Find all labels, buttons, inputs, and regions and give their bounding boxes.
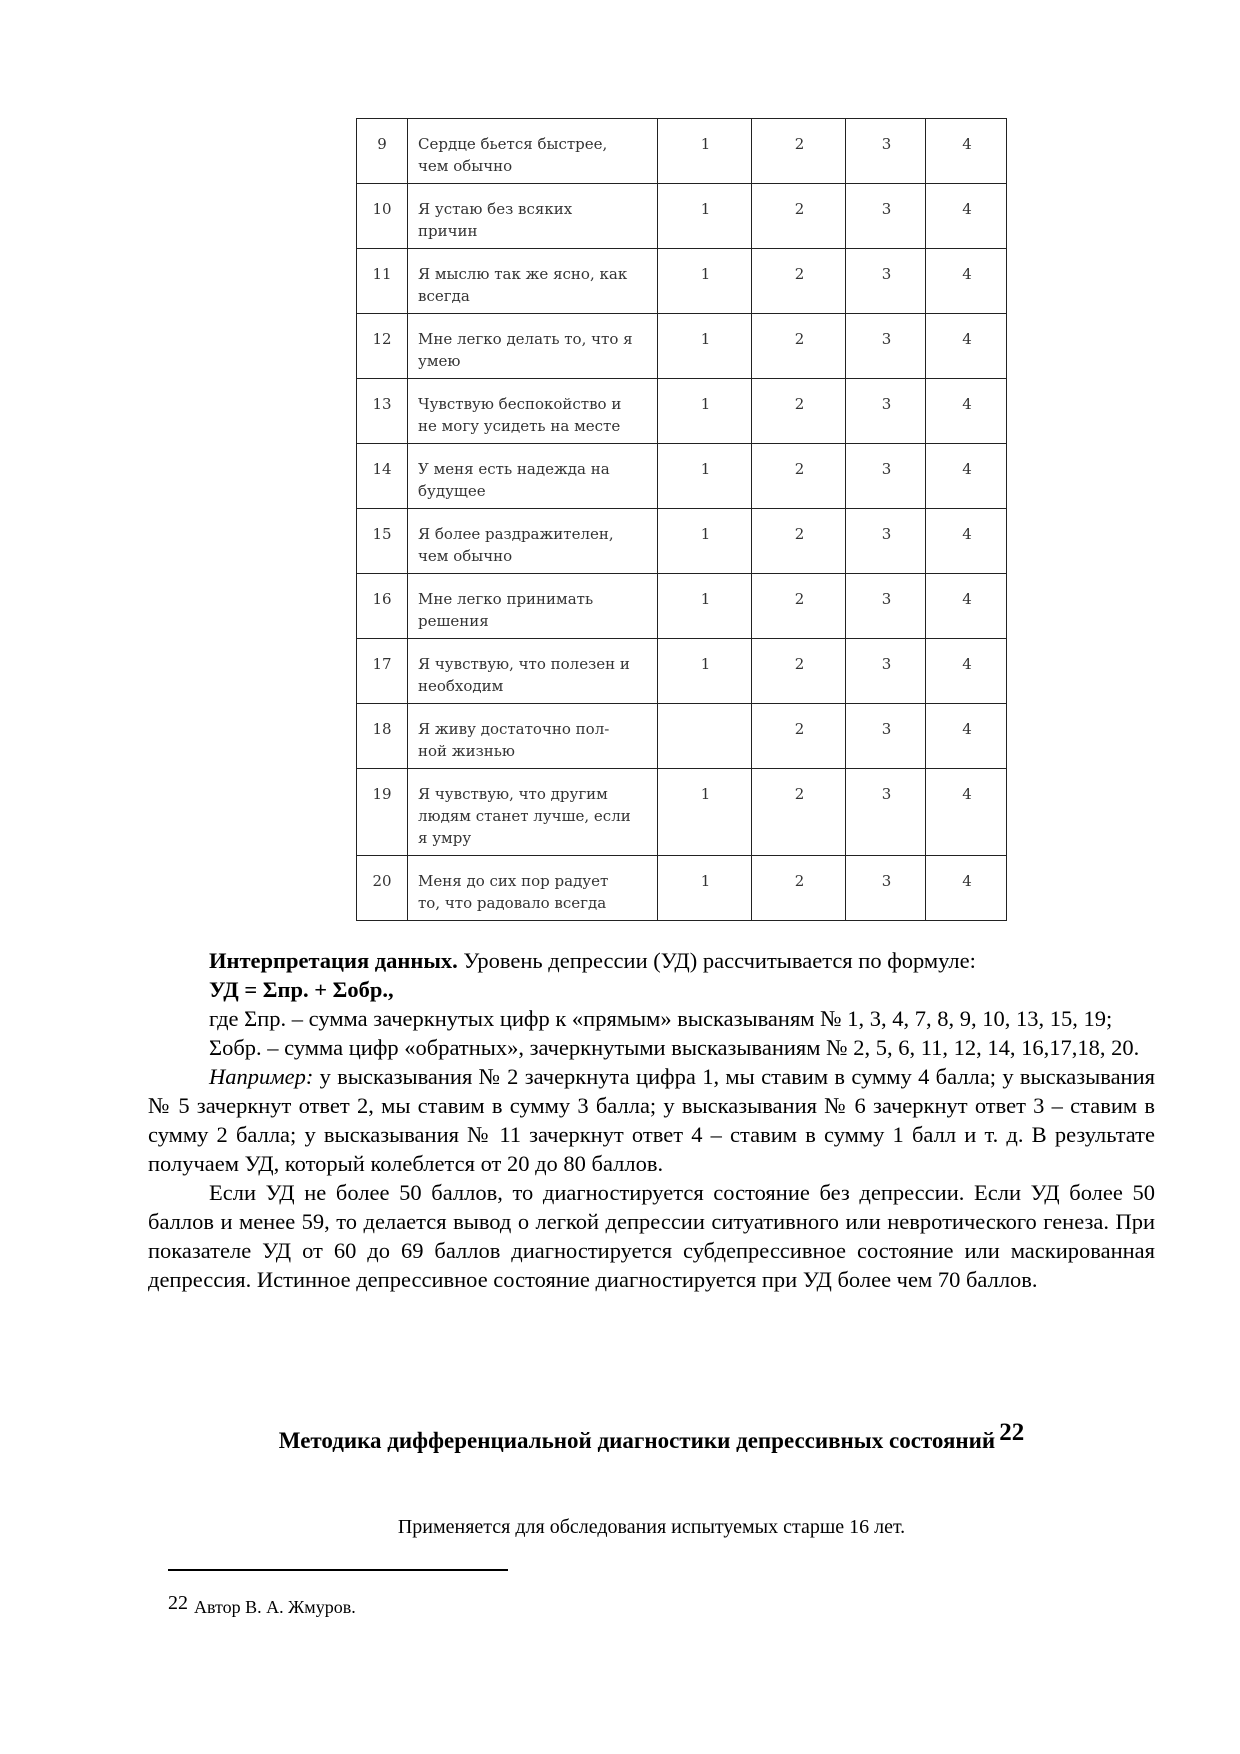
option-2: 2 [752,444,846,509]
statement-number: 12 [357,314,408,379]
statement-text: Я живу достаточно пол- ной жизнью [408,704,658,769]
option-3: 3 [846,704,926,769]
statement-text: У меня есть надежда на будущее [408,444,658,509]
table-row [357,704,1007,769]
option-2: 2 [752,249,846,314]
table-row [357,184,1007,249]
option-4: 4 [926,769,1007,856]
section-title [148,1418,1155,1456]
statement-text: Мне легко делать то, что я умею [408,314,658,379]
statement-number: 14 [357,444,408,509]
option-3: 3 [846,249,926,314]
interpretation-block [148,946,1155,1294]
option-2: 2 [752,639,846,704]
table-row [357,574,1007,639]
table-row [357,119,1007,184]
statement-text: Я устаю без всяких причин [408,184,658,249]
option-2: 2 [752,509,846,574]
example-text: у высказывания № 2 зачеркнута цифра 1, мы ставим в сумму 4 балла; у высказывания № 5 зачеркнут ответ 2, мы ставим в сумму 3 балла; у высказывания № 6 зачеркнут ответ 3 – ставим в сумму 2 балла; у высказывания № 11 зачеркнут ответ 4 – ставим в сумму 1 балл и т. д. В результате получаем УД, который колеблется от 20 до 80 баллов. [148,1064,1155,1176]
statement-number: 19 [357,769,408,856]
statement-number: 9 [357,119,408,184]
option-3: 3 [846,574,926,639]
formula: УД = Σпр. + Σобр., [209,977,394,1002]
option-2: 2 [752,314,846,379]
section-title-text: Методика дифференциальной диагностики депрессивных состояний [278,1428,996,1453]
table-row [357,769,1007,856]
statement-text: Я чувствую, что другим людям станет лучше, если я умру [408,769,658,856]
interpretation-heading: Интерпретация данных. [209,948,458,973]
table-row [357,249,1007,314]
option-4: 4 [926,856,1007,921]
option-2: 2 [752,119,846,184]
option-4: 4 [926,379,1007,444]
option-3: 3 [846,509,926,574]
option-2: 2 [752,184,846,249]
footnote-reference: 22 [999,1419,1025,1446]
option-2: 2 [752,856,846,921]
option-2: 2 [752,379,846,444]
statement-text: Меня до сих пор радует то, что радовало всегда [408,856,658,921]
statement-text: Я мыслю так же ясно, как всегда [408,249,658,314]
option-1: 1 [658,769,752,856]
statement-number: 20 [357,856,408,921]
questionnaire-table [356,118,1007,921]
interpretation-intro: Уровень депрессии (УД) рассчитывается по формуле: [457,948,976,973]
option-1: 1 [658,574,752,639]
reverse-statements-text: Σобр. – сумма цифр «обратных», зачеркнутыми высказываниям № 2, 5, 6, 11, 12, 14, 16,17,18, 20. [209,1035,1140,1060]
option-2: 2 [752,704,846,769]
option-1: 1 [658,444,752,509]
option-3: 3 [846,119,926,184]
option-4: 4 [926,574,1007,639]
footnote-mark: 22 [168,1592,188,1614]
option-4: 4 [926,119,1007,184]
option-3: 3 [846,444,926,509]
option-1: 1 [658,184,752,249]
option-3: 3 [846,184,926,249]
option-2: 2 [752,769,846,856]
statement-number: 13 [357,379,408,444]
example-paragraph [148,1062,1155,1178]
option-1: 1 [658,639,752,704]
footnote [168,1591,356,1619]
table-row [357,314,1007,379]
interpretation-paragraph [148,946,1155,975]
option-4: 4 [926,639,1007,704]
option-3: 3 [846,769,926,856]
table-row [357,444,1007,509]
statement-number: 16 [357,574,408,639]
option-3: 3 [846,379,926,444]
footnote-text: Автор В. А. Жмуров. [194,1597,356,1617]
option-4: 4 [926,444,1007,509]
section-subtitle: Применяется для обследования испытуемых старше 16 лет. [397,1516,906,1538]
option-4: 4 [926,249,1007,314]
option-1: 1 [658,119,752,184]
option-1: 1 [658,856,752,921]
option-4: 4 [926,184,1007,249]
statement-text: Мне легко принимать решения [408,574,658,639]
option-1: 1 [658,314,752,379]
table-row [357,856,1007,921]
questionnaire-table-body [357,119,1007,921]
statement-text: Сердце бьется быстрее, чем обычно [408,119,658,184]
option-3: 3 [846,856,926,921]
option-4: 4 [926,314,1007,379]
option-1: 1 [658,509,752,574]
statement-text: Чувствую беспокойство и не могу усидеть на месте [408,379,658,444]
statement-text: Я более раздражителен, чем обычно [408,509,658,574]
example-label: Например: [209,1064,314,1089]
option-1: 1 [658,379,752,444]
statement-number: 10 [357,184,408,249]
option-1 [658,704,752,769]
table-row [357,379,1007,444]
statement-number: 11 [357,249,408,314]
result-paragraph: Если УД не более 50 баллов, то диагностируется состояние без депрессии. Если УД более 50 баллов и менее 59, то делается вывод о легкой депрессии ситуативного или невротического генеза. При показателе УД от 60 до 69 баллов диагностируется субдепрессивное состояние или маскированная депрессия. Истинное депрессивное состояние диагностируется при УД более чем 70 баллов. [148,1180,1155,1292]
option-3: 3 [846,639,926,704]
statement-number: 18 [357,704,408,769]
option-1: 1 [658,249,752,314]
option-3: 3 [846,314,926,379]
statement-number: 17 [357,639,408,704]
option-4: 4 [926,509,1007,574]
statement-number: 15 [357,509,408,574]
direct-statements-text: где Σпр. – сумма зачеркнутых цифр к «прямым» высказываням № 1, 3, 4, 7, 8, 9, 10, 13, 15, 19; [209,1006,1113,1031]
footnote-divider [168,1569,508,1571]
table-row [357,639,1007,704]
option-2: 2 [752,574,846,639]
option-4: 4 [926,704,1007,769]
table-row [357,509,1007,574]
statement-text: Я чувствую, что полезен и необходим [408,639,658,704]
